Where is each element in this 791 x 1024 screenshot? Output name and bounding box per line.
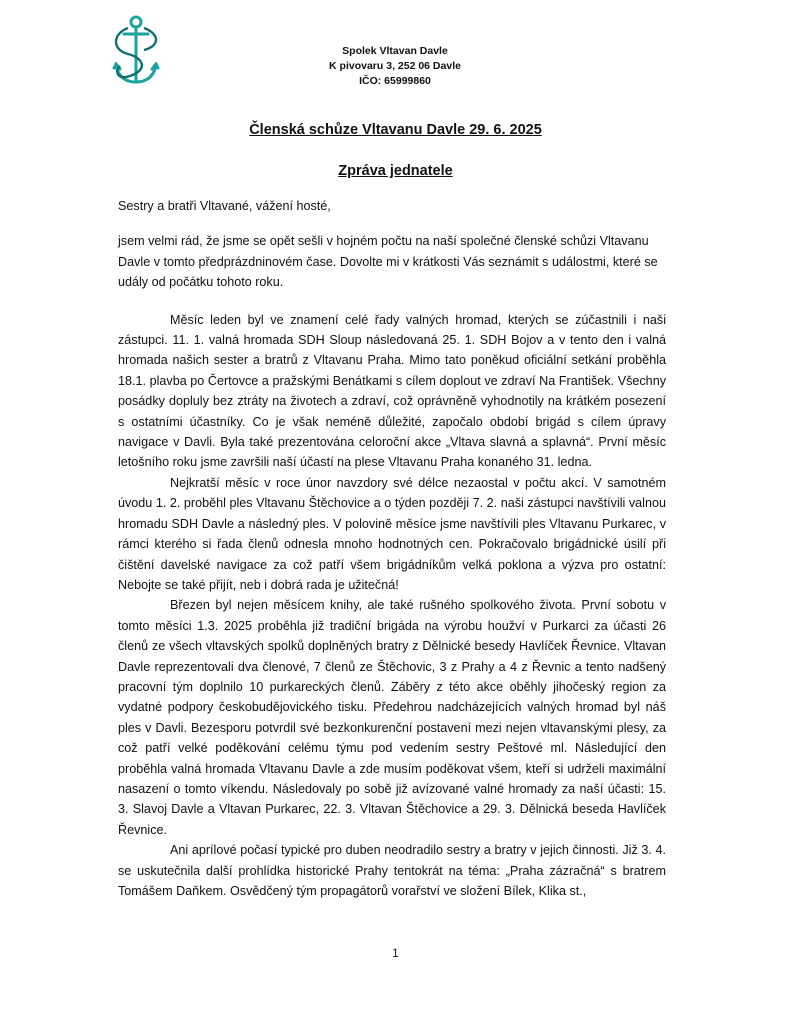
paragraph-february: Nejkratší měsíc v roce únor navzdory své délce nezaostal v počtu akcí. V samotném úvodu 1. 2. proběhl ples Vltavanu Štěchovice a o týden později 7. 2. naši zástupci navštívili valnou hromadu SDH Davle a následný ples. V polovině měsíce jsme navštívili ples Vltavanu Purkarec, v rámci kterého si řada členů odnesla mnoho hodnotných cen. Pokračovalo brigádnické úsilí při čištění davelské navigace za což patří všem brigádníkům velká poklona a výzva pro ostatní: Nebojte se také přijít, neb i dobrá rada je užitečná! [118,475,666,592]
greeting: Sestry a bratři Vltavané, vážení hosté, [118,199,331,213]
organization-address: K pivovaru 3, 252 06 Davle [329,60,461,72]
document-body [118,196,666,901]
page-number: 1 [392,948,399,960]
paragraph-january: Měsíc leden byl ve znamení celé řady valných hromad, kterých se zúčastnili i naši zástupci. 11. 1. valná hromada SDH Sloup následovaná 25. 1. SDH Bojov a v tento den i valná hromada našich sester a bratrů z Vltavanu Praha. Mimo tato poněkud oficiální setkání proběhla 18.1. plavba po Čertovce a pražskými Benátkami s cílem doplout ve zdraví Na František. Všechny posádky dopluly bez ztráty na životech a zdraví, což oprávněně vyhodnotily na krátkém posezení s ostatními účastníky. Co je však neméně důležité, započalo období brigád s cílem úpravy navigace v Davli. Byla také prezentována celoroční akce „Vltava slavná a splavná“. První měsíc letošního roku jsme završili naší účastí na plese Vltavanu Praha konaného 31. ledna. [118,312,666,470]
paragraph-march: Březen byl nejen měsícem knihy, ale také rušného spolkového života. První sobotu v tomto měsíci 1.3. 2025 proběhla již tradiční brigáda na výrobu houžví v Purkarci za účasti 26 členů ze všech vltavských spolků doplněných bratry z Dělnické besedy Havlíček Řevnice. Vltavan Davle reprezentovali dva členové, 7 členů ze Štěchovic, 3 z Prahy a 4 z Řevnic a tento nadšený pracovní tým doplnilo 10 purkareckých členů. Záběry z této akce oběhly jihočeský region za vydatné podpory českobudějovického tisku. Předehrou nadcházejících valných hromad byl náš ples v Davli. Bezesporu potvrdil své bezkonkurenční postavení mezi nejen vltavanskými plesy, za což patří velké poděkování celému týmu pod vedením sestry Peštové ml. Následující den proběhla valná hromada Vltavanu Davle a zde musím poděkovat všem, kteří si udrželi maximální nasazení o tomto víkendu. Následovaly po sobě již avízované valné hromady za naší účasti: 15. 3. Slavoj Davle a Vltavan Purkarec, 22. 3. Vltavan Štěchovice a 29. 3. Dělnická beseda Havlíček Řevnice. [118,598,666,837]
letterhead [250,44,540,89]
organization-name: Spolek Vltavan Davle [342,45,448,57]
anchor-icon [108,14,164,90]
organization-logo [108,14,164,90]
document-title: Členská schůze Vltavanu Davle 29. 6. 2025 [249,122,542,138]
paragraph-intro: jsem velmi rád, že jsme se opět sešli v hojném počtu na naší společné členské schůzi Vltavanu Davle v tomto předprázdninovém čase. Dovolte mi v krátkosti Vás seznámit s událostmi, které se udály od počátku tohoto roku. [118,234,658,290]
document-subtitle: Zpráva jednatele [338,163,453,179]
organization-id: IČO: 65999860 [359,75,431,87]
paragraph-april: Ani aprílové počasí typické pro duben neodradilo sestry a bratry v jejich činnosti. Již 3. 4. se uskutečnila další prohlídka historické Prahy tentokrát na téma: „Praha zázračná“ s bratrem Tomášem Daňkem. Osvědčený tým propagátorů vorařství ve složení Bílek, Klika st., [118,843,666,898]
